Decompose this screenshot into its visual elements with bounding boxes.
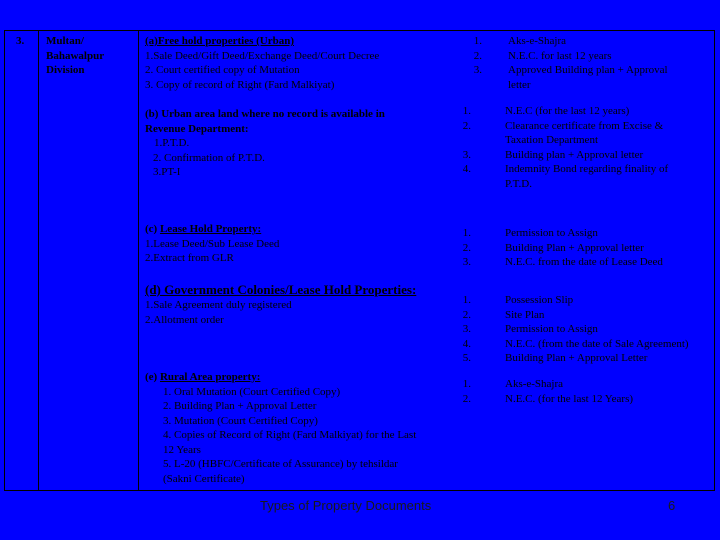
section-a-heading: (a)Free hold properties (Urban) bbox=[145, 35, 294, 47]
section-b-numbers: 1. 2. 3. 4. bbox=[462, 105, 471, 175]
section-b: (b) Urban area land where no record is available in Revenue Department: 1.P.T.D. 2. Confirmation of P.T.D. 3.PT-I bbox=[145, 108, 385, 178]
section-b-heading: (b) Urban area land where no record is available in bbox=[145, 108, 385, 120]
section-e: (e) Rural Area property: 1. Oral Mutation (Court Certified Copy) 2. Building Plan + Approval Letter 3. Mutation (Court Certified Copy) 4. Copies of Record of Right (Fard Malkiyat) for the Last 12 Years 5. L-20 (HBFC/Certificate of Assurance) by tehsildar (Sakni Certificate) bbox=[145, 371, 417, 485]
column-divider bbox=[138, 30, 139, 491]
section-e-numbers: 1. 2. bbox=[462, 378, 471, 405]
section-e-heading: Rural Area property: bbox=[159, 371, 261, 383]
section-d-heading: (d) Government Colonies/Lease Hold Properties: bbox=[145, 282, 417, 297]
section-e-requirements: Aks-e-Shajra N.E.C. (for the last 12 Years) bbox=[505, 378, 634, 405]
page-number: 6 bbox=[668, 498, 676, 513]
section-a-requirements: Aks-e-Shajra N.E.C. for last 12 years Approved Building plan + Approval letter bbox=[508, 35, 668, 91]
section-c: (c) Lease Hold Property: 1.Lease Deed/Sub Lease Deed 2.Extract from GLR bbox=[145, 223, 280, 264]
section-d: (d) Government Colonies/Lease Hold Properties: 1.Sale Agreement duly registered 2.Allotment order bbox=[145, 282, 417, 326]
section-c-requirements: Permission to Assign Building Plan + Approval letter N.E.C. from the date of Lease Deed bbox=[505, 227, 663, 268]
section-d-numbers: 1. 2. 3. 4. 5. bbox=[462, 294, 471, 364]
slide-footer-title: Types of Property Documents bbox=[260, 498, 432, 513]
section-b-requirements: N.E.C (for the last 12 years) Clearance certificate from Excise & Taxation Department Building plan + Approval letter Indemnity Bond regarding finality of P.T.D. bbox=[505, 105, 669, 190]
column-divider bbox=[38, 30, 39, 491]
division-name: Multan/ Bahawalpur Division bbox=[46, 35, 105, 76]
serial-number: 3. bbox=[16, 35, 25, 47]
section-c-numbers: 1. 2. 3. bbox=[462, 227, 471, 268]
section-a: (a)Free hold properties (Urban) 1.Sale Deed/Gift Deed/Exchange Deed/Court Decree 2. Court certified copy of Mutation 3. Copy of record of Right (Fard Malkiyat) bbox=[145, 35, 380, 91]
section-d-requirements: Possession Slip Site Plan Permission to Assign N.E.C. (from the date of Sale Agreement) Building Plan + Approval Letter bbox=[505, 294, 689, 364]
section-c-heading: Lease Hold Property: bbox=[159, 223, 262, 235]
section-a-numbers: 1. 2. 3. bbox=[473, 35, 482, 76]
